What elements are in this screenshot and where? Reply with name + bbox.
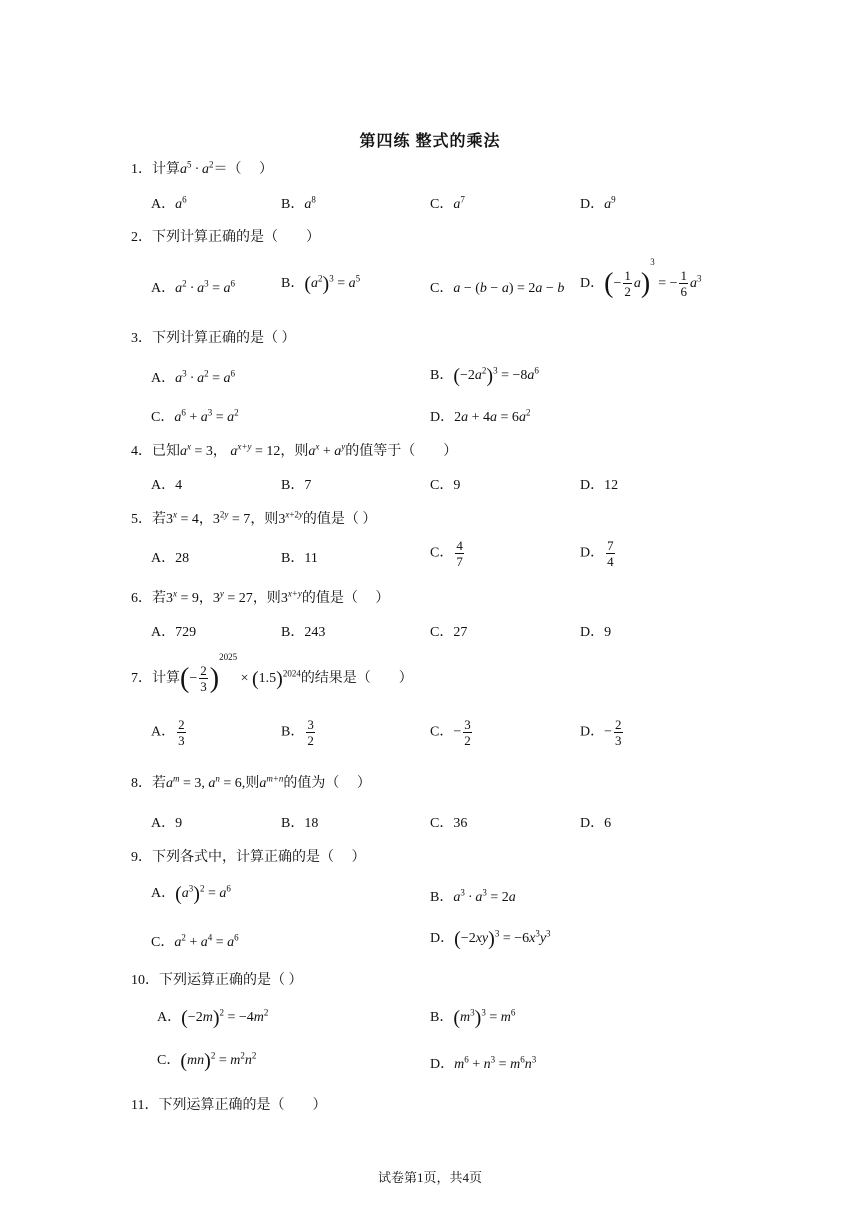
option-b[interactable]: B．$(m^3)^3 = m^6$: [430, 1006, 516, 1029]
question-6: 6．若3$^x$ = 9，3$^y$ = 27，则$3^{x+y}$的值是（ ）: [131, 588, 390, 606]
option-a[interactable]: A．$(a^3)^2 = a^6$: [151, 882, 231, 905]
option-a[interactable]: A．$(-2m)^2 = -4m^2$: [157, 1006, 269, 1029]
option-d[interactable]: D．− $\frac{2}{3}$: [580, 717, 622, 748]
option-c[interactable]: C．$a^2 + a^4 = a^6$: [151, 932, 239, 950]
option-d[interactable]: D．6: [580, 816, 612, 831]
option-d[interactable]: D． $\frac{7}{4}$: [580, 538, 614, 569]
question-7: 7．计算(− $\frac{2}{3}$ )$^{2025} \times (1.5)^{2024}$的结果是（ ）: [131, 652, 413, 695]
option-c[interactable]: C．27: [430, 625, 468, 640]
option-b[interactable]: B．$(a^2)^3 = a^5$: [281, 272, 361, 295]
option-b[interactable]: B．11: [281, 551, 318, 566]
option-b[interactable]: B．18: [281, 816, 319, 831]
math-expression: $a^5 \cdot a^2$: [180, 159, 214, 177]
option-b[interactable]: B．$(-2a^2)^3 = -8a^6$: [430, 364, 539, 387]
option-c[interactable]: C． $\frac{4}{7}$: [430, 538, 463, 569]
option-d[interactable]: D．$a^9$: [580, 194, 616, 212]
page-footer: 试卷第1页，共4页: [377, 1170, 482, 1185]
page-title: 第四练 整式的乘法: [359, 133, 501, 150]
question-1: 1．计算$a^5 \cdot a^2=$（ ）: [131, 159, 273, 177]
option-c[interactable]: C．− $\frac{3}{2}$: [430, 717, 471, 748]
option-b[interactable]: B．$a^3 \cdot a^3 = 2a$: [430, 887, 516, 905]
question-5: 5．若3$^x$ = 4，$3^{2y} = 7$，则$3^{x+2y}$的值是（ ）: [131, 509, 377, 527]
question-9: 9．下列各式中，计算正确的是（ ）: [131, 850, 366, 865]
option-a[interactable]: A．9: [151, 816, 183, 831]
option-c[interactable]: C．$a^7$: [430, 194, 465, 212]
question-4: 4．已知$a^x = 3$， $a^{x+y} = 12$，则$a^x + a^y$的值等于（ ）: [131, 441, 458, 459]
option-d[interactable]: D．$(-2xy)^3 = -6x^3y^3$: [430, 927, 551, 950]
question-8: 8．若$a^m = 3$, $a^n = 6$,则$a^{m+n}$的值为（ ）: [131, 773, 371, 791]
option-a[interactable]: A．$a^3 \cdot a^2 = a^6$: [151, 368, 236, 386]
option-b[interactable]: B．7: [281, 478, 312, 493]
option-c[interactable]: C．$(mn)^2 = m^2n^2$: [157, 1049, 257, 1072]
option-a[interactable]: A．28: [151, 551, 190, 566]
question-11: 11．下列运算正确的是（ ）: [131, 1098, 327, 1113]
option-c[interactable]: C．a − (b − a) = 2a − b: [430, 281, 565, 296]
question-3: 3．下列计算正确的是（ ）: [131, 331, 296, 346]
option-d[interactable]: D．9: [580, 625, 612, 640]
option-c[interactable]: C．$a^6 + a^3 = a^2$: [151, 407, 239, 425]
option-b[interactable]: B． $\frac{3}{2}$: [281, 717, 314, 748]
option-d[interactable]: D．(− $\frac{1}{2}$ a)$^3$ = − $\frac{1}{6}$ $a^3$: [580, 257, 702, 300]
option-a[interactable]: A．$a^6$: [151, 194, 187, 212]
option-d[interactable]: D．$2a + 4a = 6a^2$: [430, 407, 531, 425]
option-a[interactable]: A． $\frac{2}{3}$: [151, 717, 185, 748]
option-a[interactable]: A．$a^2 \cdot a^3 = a^6$: [151, 278, 236, 296]
question-2: 2．下列计算正确的是（ ）: [131, 230, 320, 245]
question-10: 10．下列运算正确的是（ ）: [131, 973, 303, 988]
option-d[interactable]: D．$m^6 + n^3 = m^6n^3$: [430, 1054, 537, 1072]
option-d[interactable]: D．12: [580, 478, 619, 493]
option-c[interactable]: C．9: [430, 478, 461, 493]
option-b[interactable]: B．$a^8$: [281, 194, 316, 212]
option-a[interactable]: A．4: [151, 478, 183, 493]
option-a[interactable]: A．729: [151, 625, 197, 640]
option-b[interactable]: B．243: [281, 625, 326, 640]
option-c[interactable]: C．36: [430, 816, 468, 831]
